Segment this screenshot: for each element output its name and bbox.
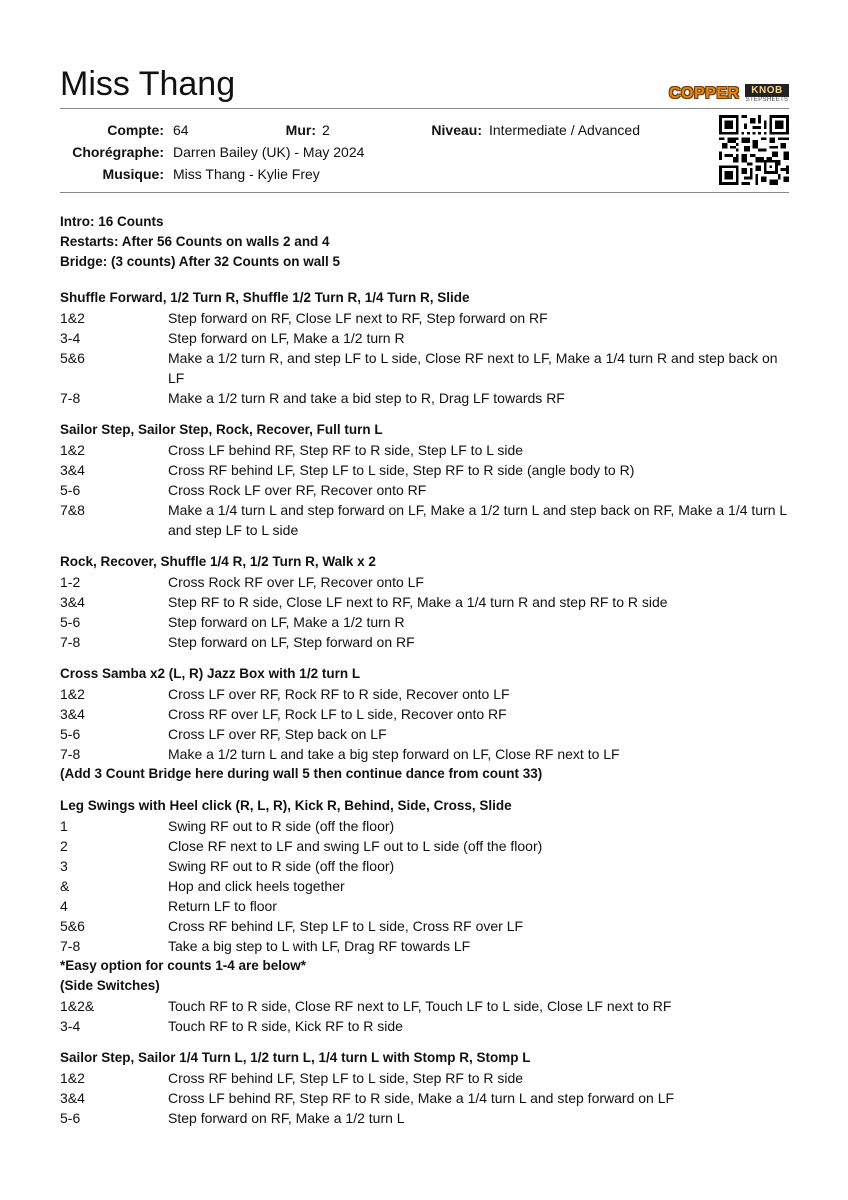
step-count: 5&6 [60, 350, 85, 366]
step-row [60, 916, 789, 936]
count-value: 64 [173, 122, 189, 138]
step-count: 1&2 [60, 1070, 85, 1086]
step-description: Cross LF over RF, Rock RF to R side, Recover onto LF [168, 686, 510, 702]
step-count: 3&4 [60, 706, 85, 722]
wall-value: 2 [322, 122, 330, 138]
step-row [60, 744, 789, 764]
step-count: 7-8 [60, 390, 81, 406]
step-description: Cross RF behind LF, Step LF to L side, Step RF to R side (angle body to R) [168, 462, 635, 478]
step-description: Take a big step to L with LF, Drag RF towards LF [168, 938, 471, 954]
step-count: 7-8 [60, 938, 81, 954]
copperknob-logo [669, 84, 789, 104]
step-count: & [60, 878, 70, 894]
step-description: Make a 1/2 turn L and take a big step forward on LF, Close RF next to LF [168, 746, 620, 762]
step-count: 1-2 [60, 574, 81, 590]
step-count: 3&4 [60, 462, 85, 478]
choreographer-label: Chorégraphe: [72, 144, 164, 160]
page-title: Miss Thang [60, 65, 236, 103]
logo-copper-text: COPPER [669, 85, 740, 102]
step-description: Hop and click heels together [168, 878, 345, 894]
step-count: 1 [60, 818, 68, 834]
step-row [60, 328, 789, 348]
intro-line: Intro: 16 Counts [60, 214, 164, 229]
step-description: Cross Rock RF over LF, Recover onto LF [168, 574, 424, 590]
section-title: Cross Samba x2 (L, R) Jazz Box with 1/2 turn L [60, 666, 361, 681]
easy-option-note: *Easy option for counts 1-4 are below* [60, 958, 307, 973]
step-count: 1&2& [60, 998, 95, 1014]
music-label: Musique: [102, 166, 164, 182]
step-row [60, 684, 789, 704]
section-5 [60, 796, 789, 1036]
step-count: 7-8 [60, 746, 81, 762]
step-description: Swing RF out to R side (off the floor) [168, 818, 395, 834]
step-count: 4 [60, 898, 68, 914]
step-row [60, 1088, 789, 1108]
stepsheet-content [60, 212, 789, 1128]
section-6 [60, 1048, 789, 1128]
step-count: 3&4 [60, 594, 85, 610]
step-row [60, 632, 789, 652]
logo-knob-text: KNOB [745, 84, 789, 97]
step-row [60, 876, 789, 896]
step-description: Cross LF behind RF, Step RF to R side, Step LF to L side [168, 442, 524, 458]
step-count: 3-4 [60, 1018, 81, 1034]
step-row [60, 856, 789, 876]
step-row [60, 936, 789, 956]
section-1 [60, 288, 789, 408]
step-count: 5-6 [60, 1110, 81, 1126]
step-row [60, 388, 789, 408]
step-row [60, 460, 789, 480]
level-value: Intermediate / Advanced [489, 122, 640, 138]
logo-stepsheets-text: STEPSHEETS [745, 97, 789, 103]
step-description: Step forward on RF, Close LF next to RF, Step forward on RF [168, 310, 548, 326]
step-count: 3&4 [60, 1090, 85, 1106]
step-count: 7-8 [60, 634, 81, 650]
section-2 [60, 420, 789, 540]
step-count: 5-6 [60, 726, 81, 742]
step-description: Step forward on LF, Make a 1/2 turn R [168, 614, 405, 630]
step-row [60, 896, 789, 916]
step-count: 1&2 [60, 686, 85, 702]
step-description: Cross RF behind LF, Step LF to L side, Step RF to R side [168, 1070, 524, 1086]
step-count: 3-4 [60, 330, 81, 346]
step-description: Cross RF over LF, Rock LF to L side, Recover onto RF [168, 706, 507, 722]
section-title: Rock, Recover, Shuffle 1/4 R, 1/2 Turn R, Walk x 2 [60, 554, 376, 569]
step-row [60, 592, 789, 612]
section-title: Sailor Step, Sailor Step, Rock, Recover, Full turn L [60, 422, 383, 437]
step-row [60, 480, 789, 500]
step-row [60, 500, 789, 540]
step-count: 1&2 [60, 310, 85, 326]
step-row [60, 996, 789, 1016]
step-row [60, 348, 789, 388]
step-description: Cross Rock LF over RF, Recover onto RF [168, 482, 427, 498]
music-value: Miss Thang - Kylie Frey [173, 166, 320, 182]
step-description: Make a 1/2 turn R and take a bid step to R, Drag LF towards RF [168, 390, 565, 406]
step-row [60, 1108, 789, 1128]
step-count: 3 [60, 858, 68, 874]
section-3 [60, 552, 789, 652]
step-count: 1&2 [60, 442, 85, 458]
step-description: Step forward on LF, Step forward on RF [168, 634, 415, 650]
step-description: Make a 1/4 turn L and step forward on LF, Make a 1/2 turn L and step back on RF, Make a 1/4 turn L and step LF to L side [168, 502, 787, 538]
step-row [60, 572, 789, 592]
bridge-note: (Add 3 Count Bridge here during wall 5 then continue dance from count 33) [60, 766, 543, 781]
section-4 [60, 664, 789, 784]
step-description: Swing RF out to R side (off the floor) [168, 858, 395, 874]
step-count: 5-6 [60, 482, 81, 498]
step-description: Cross RF behind LF, Step LF to L side, Cross RF over LF [168, 918, 524, 934]
step-description: Cross LF over RF, Step back on LF [168, 726, 387, 742]
count-label: Compte: [107, 122, 164, 138]
header-divider-top [60, 108, 789, 109]
step-row [60, 308, 789, 328]
step-row [60, 704, 789, 724]
restarts-line: Restarts: After 56 Counts on walls 2 and 4 [60, 234, 330, 249]
choreographer-value: Darren Bailey (UK) - May 2024 [173, 144, 365, 160]
step-count: 5&6 [60, 918, 85, 934]
wall-label: Mur: [285, 122, 316, 138]
step-description: Close RF next to LF and swing LF out to L side (off the floor) [168, 838, 543, 854]
step-row [60, 836, 789, 856]
step-row [60, 440, 789, 460]
level-label: Niveau: [431, 122, 482, 138]
step-row [60, 1016, 789, 1036]
step-row [60, 1068, 789, 1088]
step-description: Step RF to R side, Close LF next to RF, Make a 1/4 turn R and step RF to R side [168, 594, 668, 610]
step-row [60, 612, 789, 632]
step-description: Step forward on LF, Make a 1/2 turn R [168, 330, 405, 346]
section-title: Shuffle Forward, 1/2 Turn R, Shuffle 1/2 Turn R, 1/4 Turn R, Slide [60, 290, 470, 305]
step-count: 5-6 [60, 614, 81, 630]
step-row [60, 816, 789, 836]
step-description: Step forward on RF, Make a 1/2 turn L [168, 1110, 405, 1126]
step-count: 2 [60, 838, 68, 854]
section-title: Sailor Step, Sailor 1/4 Turn L, 1/2 turn L, 1/4 turn L with Stomp R, Stomp L [60, 1050, 531, 1065]
qr-code-icon [719, 115, 789, 185]
step-description: Make a 1/2 turn R, and step LF to L side, Close RF next to LF, Make a 1/4 turn R and step back on LF [168, 350, 778, 386]
step-row [60, 724, 789, 744]
step-count: 7&8 [60, 502, 85, 518]
header-divider-bottom [60, 192, 789, 193]
bridge-line: Bridge: (3 counts) After 32 Counts on wall 5 [60, 254, 341, 269]
step-description: Touch RF to R side, Kick RF to R side [168, 1018, 403, 1034]
step-description: Return LF to floor [168, 898, 277, 914]
section-title: Leg Swings with Heel click (R, L, R), Kick R, Behind, Side, Cross, Slide [60, 798, 512, 813]
side-switches-note: (Side Switches) [60, 978, 160, 993]
step-description: Touch RF to R side, Close RF next to LF, Touch LF to L side, Close LF next to RF [168, 998, 672, 1014]
step-description: Cross LF behind RF, Step RF to R side, Make a 1/4 turn L and step forward on LF [168, 1090, 675, 1106]
